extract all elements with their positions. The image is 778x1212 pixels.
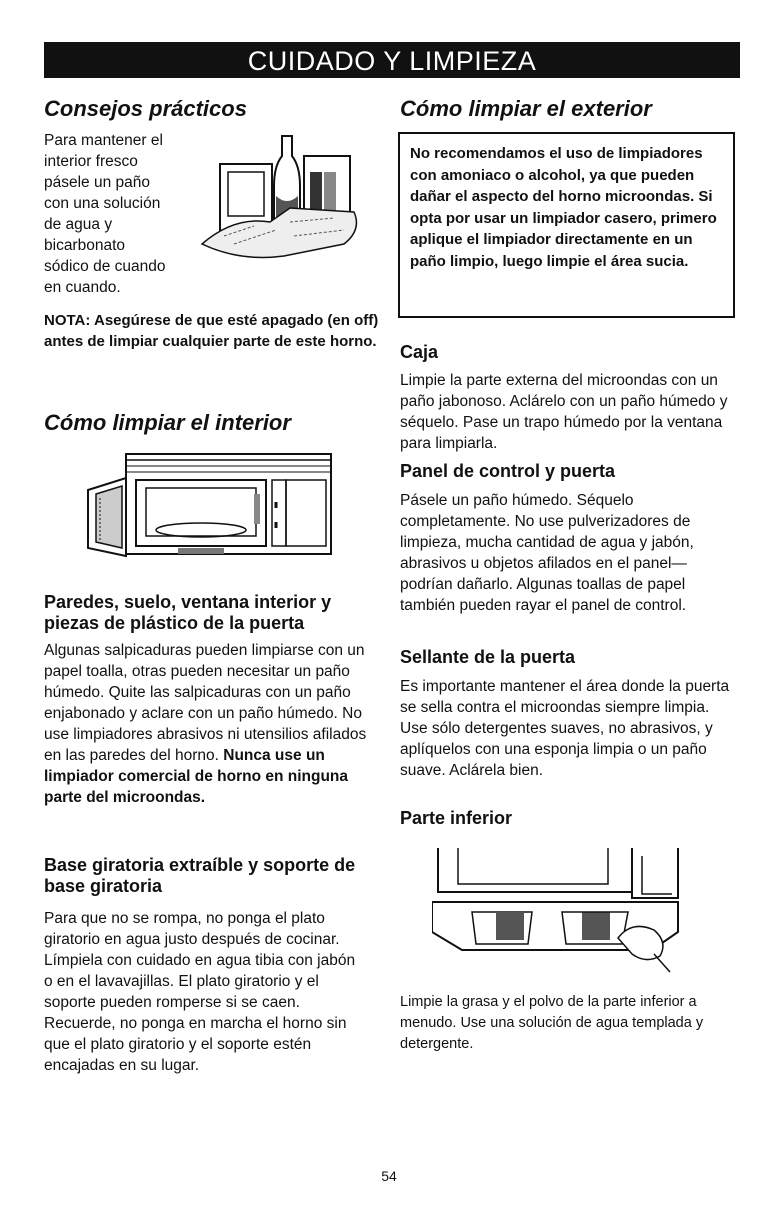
tips-line: Para mantener el xyxy=(44,132,163,149)
section-banner: CUIDADO Y LIMPIEZA xyxy=(44,42,740,78)
page-number: 54 xyxy=(381,1168,397,1184)
cleaning-supplies-illustration xyxy=(194,126,364,276)
panel-text: Pásele un paño húmedo. Séquelo completamente. No use pulverizadores de limpieza, mucha cantidad de agua y jabón, abrasivos u objetos afilados en el panel—podrían dañarlo. Algunas toallas de papel también pueden rayar el panel de control. xyxy=(400,492,694,614)
seal-body xyxy=(400,676,730,781)
case-body xyxy=(400,370,730,454)
tips-line: interior fresco xyxy=(44,153,138,170)
case-text: Limpie la parte externa del microondas con un paño jabonoso. Aclárelo con un paño húmedo y séquelo. Pase un trapo húmedo por la ventana para limpiarla. xyxy=(400,372,728,452)
tips-line: de agua y xyxy=(44,216,113,233)
panel-heading: Panel de control y puerta xyxy=(400,461,616,481)
interior-heading: Cómo limpiar el interior xyxy=(44,410,291,435)
walls-body xyxy=(44,640,374,808)
tips-line: en cuando. xyxy=(44,279,121,296)
tips-line: bicarbonato xyxy=(44,237,126,254)
tips-line: con una solución xyxy=(44,195,161,212)
tips-heading: Consejos prácticos xyxy=(44,96,247,121)
bottom-heading: Parte inferior xyxy=(400,808,513,828)
turntable-body xyxy=(44,908,364,1076)
warning-text: No recomendamos el uso de limpiadores con amoniaco o alcohol, ya que pueden dañar el aspecto del horno microondas. Si opta por usar un limpiador casero, primero aplique el limpiador directamente en un paño limpio, luego limpie el área sucia. xyxy=(410,145,717,270)
tips-text xyxy=(44,130,204,298)
exterior-heading: Cómo limpiar el exterior xyxy=(400,96,652,121)
seal-text: Es importante mantener el área donde la puerta se sella contra el microondas siempre limpia. Use sólo detergentes suaves, no abrasivos, y aplíquelos con una esponja limpia o un paño suave. Aclárela bien. xyxy=(400,678,730,779)
seal-heading: Sellante de la puerta xyxy=(400,647,576,667)
walls-bold-warning: Nunca use un limpiador comercial de horno en ninguna parte del microondas. xyxy=(44,747,349,806)
turntable-heading: Base giratoria extraíble y soporte de base giratoria xyxy=(44,855,356,896)
microwave-open-door-illustration xyxy=(86,450,336,570)
warning-box xyxy=(398,132,735,318)
bottom-text: Limpie la grasa y el polvo de la parte inferior a menudo. Use una solución de agua templada y detergente. xyxy=(400,994,704,1052)
panel-body xyxy=(400,490,735,616)
tips-line: sódico de cuando xyxy=(44,258,166,275)
case-heading: Caja xyxy=(400,342,439,362)
tips-line: pásele un paño xyxy=(44,174,151,191)
walls-heading: Paredes, suelo, ventana interior y piezas de plástico de la puerta xyxy=(44,592,332,633)
bottom-body xyxy=(400,992,720,1055)
turntable-text: Para que no se rompa, no ponga el plato giratorio en agua justo después de cocinar. Límpiela con cuidado en agua tibia con jabón o en el lavavajillas. El plato giratorio y el soporte pueden romperse si se caen. Recuerde, no ponga en marcha el horno sin que el plato giratorio y el soporte estén encajadas en su lugar. xyxy=(44,910,356,1074)
walls-text: Algunas salpicaduras pueden limpiarse con un papel toalla, otras pueden necesitar un paño húmedo. Quite las salpicaduras con un paño enjabonado y aclare con un paño húmedo. No use limpiadores abrasivos ni utensilios afilados en las paredes del horno. xyxy=(44,642,367,764)
microwave-underside-illustration xyxy=(432,846,692,976)
tips-note: NOTA: Asegúrese de que esté apagado (en off) antes de limpiar cualquier parte de este horno. xyxy=(44,312,379,350)
